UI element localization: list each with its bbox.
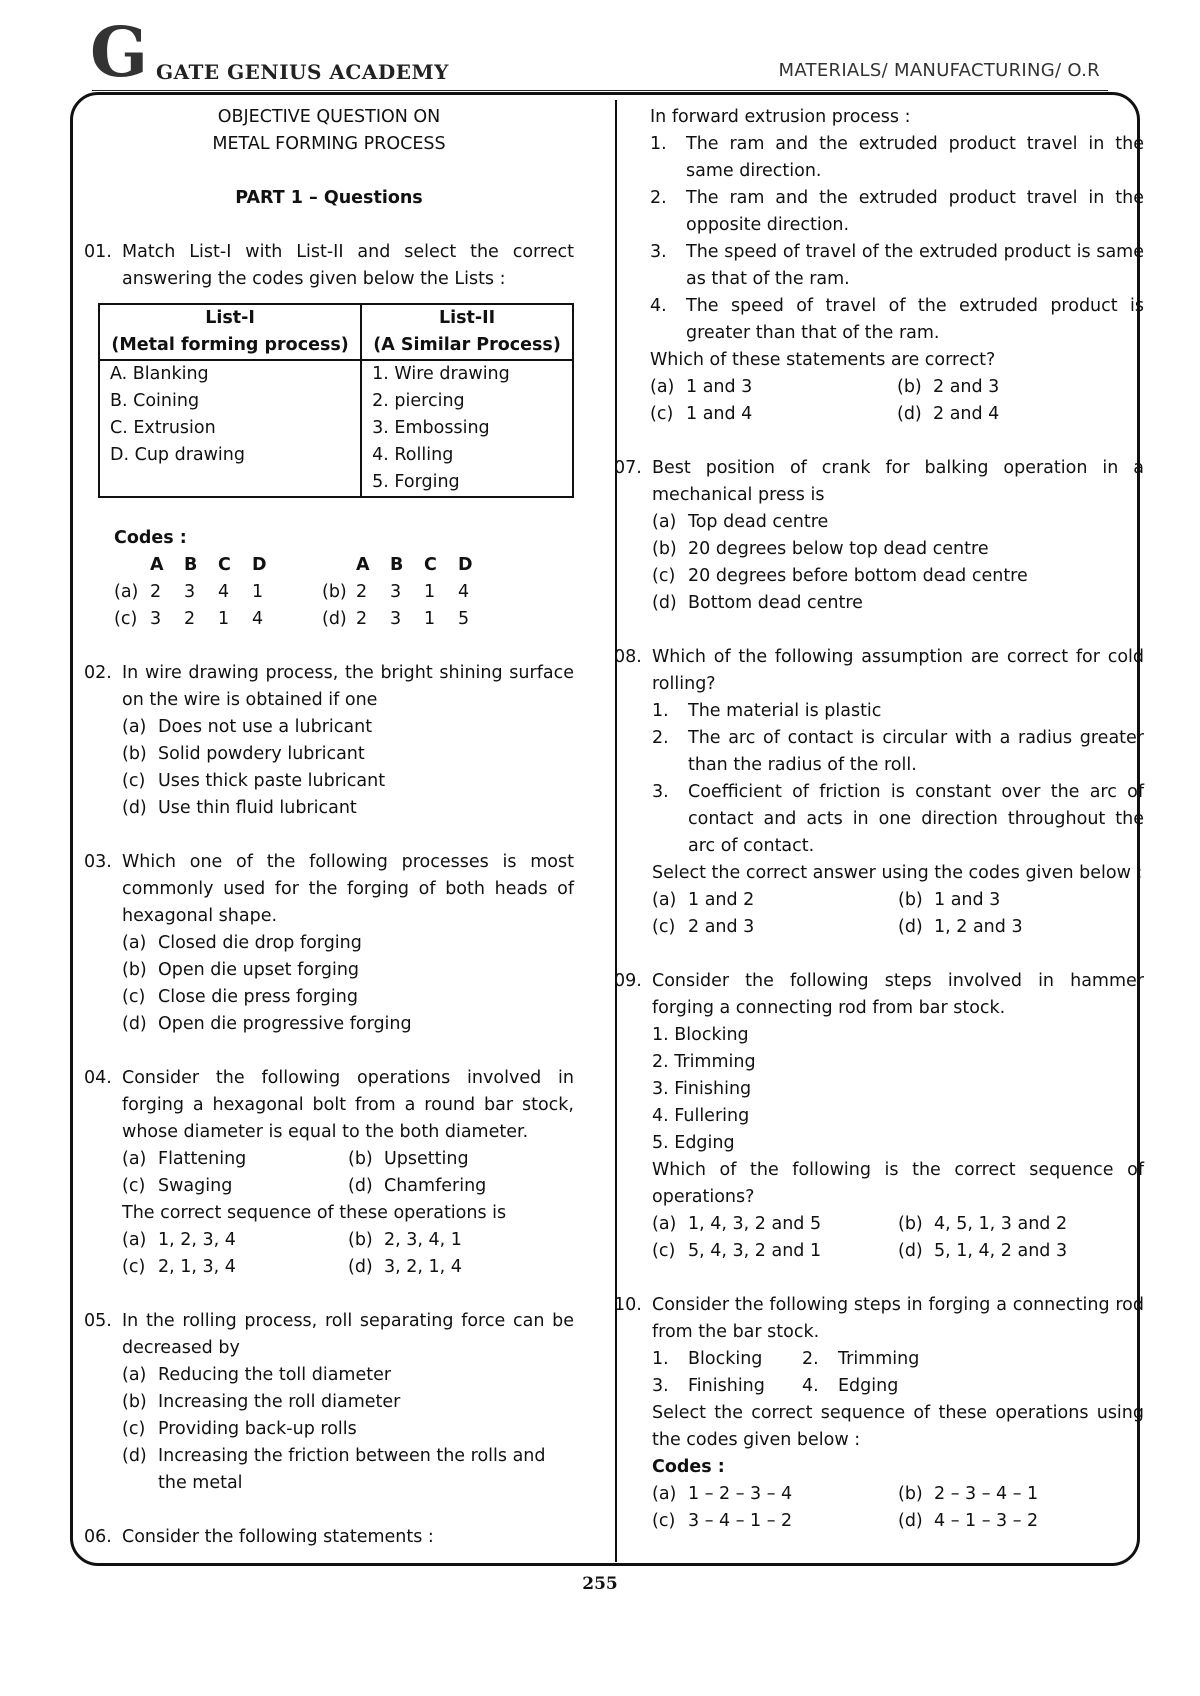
codes-block [84, 525, 574, 633]
step-4: 4. Fullering [652, 1106, 750, 1126]
options-row-2: (c) 1 and 4 (d) 2 and 4 [650, 404, 1000, 424]
steps-row-2: 3. Finishing 4. Edging [652, 1376, 899, 1396]
question-06 [84, 1524, 574, 1551]
question-text: Consider the following steps involved in hammer forging a connecting rod from bar stock. [652, 971, 1144, 1018]
option-c: (c) Close die press forging [122, 987, 358, 1007]
step-5: 5. Edging [652, 1133, 735, 1153]
question-number: 06. [84, 1527, 112, 1547]
question-07 [614, 455, 1144, 617]
option-a: (a) Top dead centre [652, 512, 829, 532]
operations-row-1: (a) Flattening (b) Upsetting [122, 1149, 469, 1169]
title-line1: OBJECTIVE QUESTION ON [217, 107, 441, 127]
question-text: Which of the following assumption are correct for cold rolling? [652, 647, 1144, 694]
question-stem: The correct sequence of these operations is [122, 1203, 507, 1223]
logo-letter: G [90, 18, 149, 84]
question-06-continued [650, 104, 1144, 428]
option-b: (b) Open die upset forging [122, 960, 360, 980]
question-08 [614, 644, 1144, 941]
question-text: Match List-I with List-II and select the correct answering the codes given below the Lists : [122, 242, 574, 289]
question-stem: Select the correct answer using the codes given below : [652, 863, 1143, 883]
question-text: In the rolling process, roll separating force can be decreased by [122, 1311, 574, 1358]
question-number: 07. [614, 458, 642, 478]
question-number: 02. [84, 663, 112, 683]
option-b: (b) Increasing the roll diameter [122, 1392, 401, 1412]
academy-logo [88, 18, 154, 84]
list1-header: List-I (Metal forming process) [99, 304, 361, 360]
subject-title: MATERIALS/ MANUFACTURING/ O.R [778, 60, 1100, 81]
question-number: 10. [614, 1295, 642, 1315]
codes-row-cd: (c) 3 2 1 4 (d) 2 3 1 5 [114, 609, 470, 629]
question-number: 04. [84, 1068, 112, 1088]
question-05 [84, 1308, 574, 1497]
option-b: (b) 20 degrees below top dead centre [652, 539, 989, 559]
academy-name: GATE GENIUS ACADEMY [156, 60, 449, 84]
question-04 [84, 1065, 574, 1281]
question-text: Best position of crank for balking operation in a mechanical press is [652, 458, 1144, 505]
question-stem: Which of these statements are correct? [650, 350, 996, 370]
option-d: (d) Increasing the friction between the rolls and the metal [122, 1446, 546, 1493]
operations-row-2: (c) Swaging (d) Chamfering [122, 1176, 487, 1196]
question-02 [84, 660, 574, 822]
page-number: 255 [582, 1574, 618, 1594]
question-number: 01. [84, 242, 112, 262]
statement-3: 3. Coefficient of friction is constant over the arc of contact and acts in one direction throughout the arc of contact. [652, 782, 1144, 856]
step-3: 3. Finishing [652, 1079, 752, 1099]
question-text: Consider the following statements : [122, 1527, 434, 1547]
codes-label: Codes : [652, 1457, 725, 1477]
question-text: Consider the following operations involved in forging a hexagonal bolt from a round bar stock, whose diameter is equal to the both diameter. [122, 1068, 574, 1142]
list1-items: A. Blanking B. Coining C. Extrusion D. Cup drawing [99, 360, 361, 497]
option-d: (d) Open die progressive forging [122, 1014, 412, 1034]
codes-row-ab: (a) 2 3 4 1 (b) 2 3 1 4 [114, 582, 470, 602]
question-number: 08. [614, 647, 642, 667]
option-c: (c) 20 degrees before bottom dead centre [652, 566, 1028, 586]
question-intro: In forward extrusion process : [650, 107, 911, 127]
question-01 [84, 239, 574, 293]
statement-2: 2. The ram and the extruded product travel in the opposite direction. [650, 188, 1144, 235]
options-row-1: (a) 1, 2, 3, 4 (b) 2, 3, 4, 1 [122, 1230, 462, 1250]
list2-header: List-II (A Similar Process) [361, 304, 573, 360]
statement-3: 3. The speed of travel of the extruded product is same as that of the ram. [650, 242, 1144, 289]
question-03 [84, 849, 574, 1038]
question-text: Which one of the following processes is most commonly used for the forging of both heads of hexagonal shape. [122, 852, 574, 926]
header-rule [92, 90, 1108, 91]
right-column [614, 104, 1144, 1535]
list2-items: 1. Wire drawing 2. piercing 3. Embossing 4. Rolling 5. Forging [361, 360, 573, 497]
title-line2: METAL FORMING PROCESS [212, 134, 446, 154]
options-row-2: (c) 2 and 3 (d) 1, 2 and 3 [652, 917, 1023, 937]
match-table [98, 303, 574, 498]
option-a: (a) Reducing the toll diameter [122, 1365, 392, 1385]
option-d: (d) Use thin fluid lubricant [122, 798, 357, 818]
statement-4: 4. The speed of travel of the extruded product is greater than that of the ram. [650, 296, 1144, 343]
option-a: (a) Closed die drop forging [122, 933, 362, 953]
statement-1: 1. The material is plastic [652, 701, 882, 721]
question-number: 05. [84, 1311, 112, 1331]
options-row-1: (a) 1, 4, 3, 2 and 5 (b) 4, 5, 1, 3 and 2 [652, 1214, 1068, 1234]
question-10 [614, 1292, 1144, 1535]
steps-row-1: 1. Blocking 2. Trimming [652, 1349, 920, 1369]
step-2: 2. Trimming [652, 1052, 756, 1072]
question-number: 09. [614, 971, 642, 991]
options-row-1: (a) 1 – 2 – 3 – 4 (b) 2 – 3 – 4 – 1 [652, 1484, 1039, 1504]
question-stem: Select the correct sequence of these operations using the codes given below : [652, 1403, 1144, 1450]
question-text: Consider the following steps in forging a connecting rod from the bar stock. [652, 1295, 1144, 1342]
option-c: (c) Uses thick paste lubricant [122, 771, 386, 791]
step-1: 1. Blocking [652, 1025, 749, 1045]
options-row-1: (a) 1 and 3 (b) 2 and 3 [650, 377, 1000, 397]
left-column [84, 104, 574, 1551]
options-row-2: (c) 2, 1, 3, 4 (d) 3, 2, 1, 4 [122, 1257, 462, 1277]
option-b: (b) Solid powdery lubricant [122, 744, 365, 764]
statement-1: 1. The ram and the extruded product travel in the same direction. [650, 134, 1144, 181]
options-row-1: (a) 1 and 2 (b) 1 and 3 [652, 890, 1001, 910]
option-c: (c) Providing back-up rolls [122, 1419, 357, 1439]
option-d: (d) Bottom dead centre [652, 593, 863, 613]
options-row-2: (c) 3 – 4 – 1 – 2 (d) 4 – 1 – 3 – 2 [652, 1511, 1039, 1531]
options-row-2: (c) 5, 4, 3, 2 and 1 (d) 5, 1, 4, 2 and 3 [652, 1241, 1068, 1261]
question-text: In wire drawing process, the bright shining surface on the wire is obtained if one [122, 663, 574, 710]
option-a: (a) Does not use a lubricant [122, 717, 373, 737]
question-09 [614, 968, 1144, 1265]
part-heading: PART 1 – Questions [235, 188, 423, 208]
codes-label: Codes : [114, 528, 187, 548]
question-number: 03. [84, 852, 112, 872]
statement-2: 2. The arc of contact is circular with a radius greater than the radius of the roll. [652, 728, 1144, 775]
codes-header: A B C D A B C D [150, 555, 473, 575]
question-stem: Which of the following is the correct sequence of operations? [652, 1160, 1144, 1207]
